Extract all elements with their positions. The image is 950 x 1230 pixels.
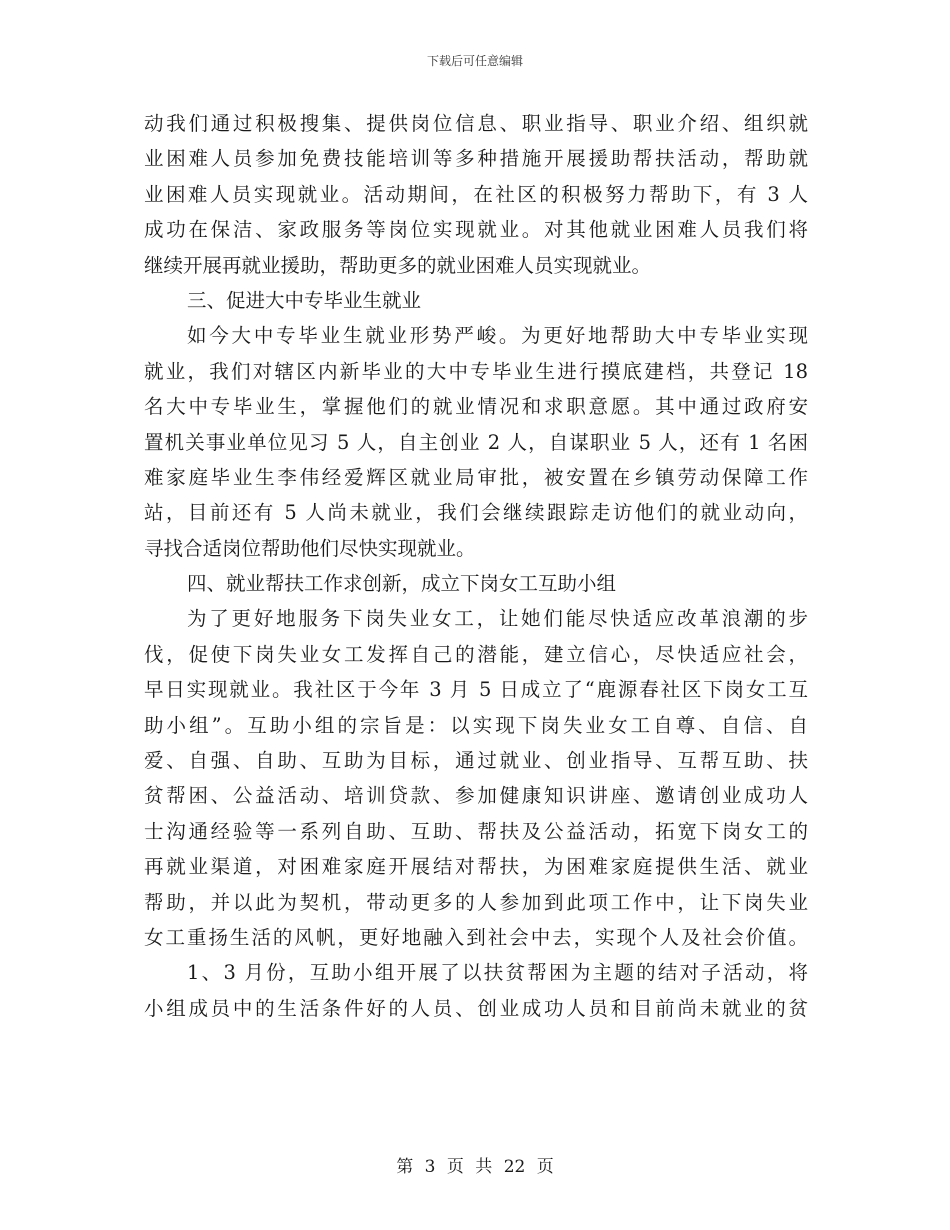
text-line: 小组成员中的生活条件好的人员、创业成功人员和目前尚未就业的贫 xyxy=(144,996,808,1020)
page-header: 下载后可任意编辑 xyxy=(426,54,523,68)
text-line: 站，目前还有 5 人尚未就业，我们会继续跟踪走访他们的就业动向， xyxy=(144,501,808,525)
text-line: 难家庭毕业生李伟经爱辉区就业局审批，被安置在乡镇劳动保障工作 xyxy=(144,465,808,489)
text-line: 1、3 月份，互助小组开展了以扶贫帮困为主题的结对子活动，将 xyxy=(187,961,808,985)
text-line: 贫帮困、公益活动、培训贷款、参加健康知识讲座、邀请创业成功人 xyxy=(144,784,808,808)
text-line: 名大中专毕业生，掌握他们的就业情况和求职意愿。其中通过政府安 xyxy=(144,395,808,419)
document-body xyxy=(144,106,808,1026)
text-line: 为了更好地服务下岗失业女工，让她们能尽快适应改革浪潮的步 xyxy=(187,607,808,631)
text-line: 业困难人员参加免费技能培训等多种措施开展援助帮扶活动，帮助就 xyxy=(144,147,808,171)
text-line: 置机关事业单位见习 5 人，自主创业 2 人，自谋职业 5 人，还有 1 名困 xyxy=(144,430,808,454)
text-line: 爱、自强、自助、互助为目标，通过就业、创业指导、互帮互助、扶 xyxy=(144,749,808,773)
text-line: 士沟通经验等一系列自助、互助、帮扶及公益活动，拓宽下岗女工的 xyxy=(144,819,808,843)
text-line: 寻找合适岗位帮助他们尽快实现就业。 xyxy=(144,536,476,560)
text-line: 再就业渠道，对困难家庭开展结对帮扶，为困难家庭提供生活、就业 xyxy=(144,855,808,879)
text-line: 伐，促使下岗失业女工发挥自己的潜能，建立信心，尽快适应社会， xyxy=(144,642,808,666)
text-line: 动我们通过积极搜集、提供岗位信息、职业指导、职业介绍、组织就 xyxy=(144,112,808,135)
text-line: 如今大中专毕业生就业形势严峻。为更好地帮助大中专毕业实现 xyxy=(187,324,808,348)
text-line: 业困难人员实现就业。活动期间，在社区的积极努力帮助下，有 3 人 xyxy=(144,182,808,206)
text-line: 就业，我们对辖区内新毕业的大中专毕业生进行摸底建档，共登记 18 xyxy=(144,359,808,383)
text-line: 女工重扬生活的风帆，更好地融入到社会中去，实现个人及社会价值。 xyxy=(144,925,808,949)
text-line: 成功在保洁、家政服务等岗位实现就业。对其他就业困难人员我们将 xyxy=(144,218,808,242)
text-line: 助小组”。互助小组的宗旨是：以实现下岗失业女工自尊、自信、自 xyxy=(144,713,808,737)
text-line: 早日实现就业。我社区于今年 3 月 5 日成立了“鹿源春社区下岗女工互 xyxy=(144,678,808,702)
page-number: 第 3 页 共 22 页 xyxy=(396,1157,554,1177)
section-heading: 四、就业帮扶工作求创新，成立下岗女工互助小组 xyxy=(187,572,617,596)
text-line: 帮助，并以此为契机，带动更多的人参加到此项工作中，让下岗失业 xyxy=(144,890,808,914)
section-heading: 三、促进大中专毕业生就业 xyxy=(187,288,422,312)
text-line: 继续开展再就业援助，帮助更多的就业困难人员实现就业。 xyxy=(144,253,652,277)
